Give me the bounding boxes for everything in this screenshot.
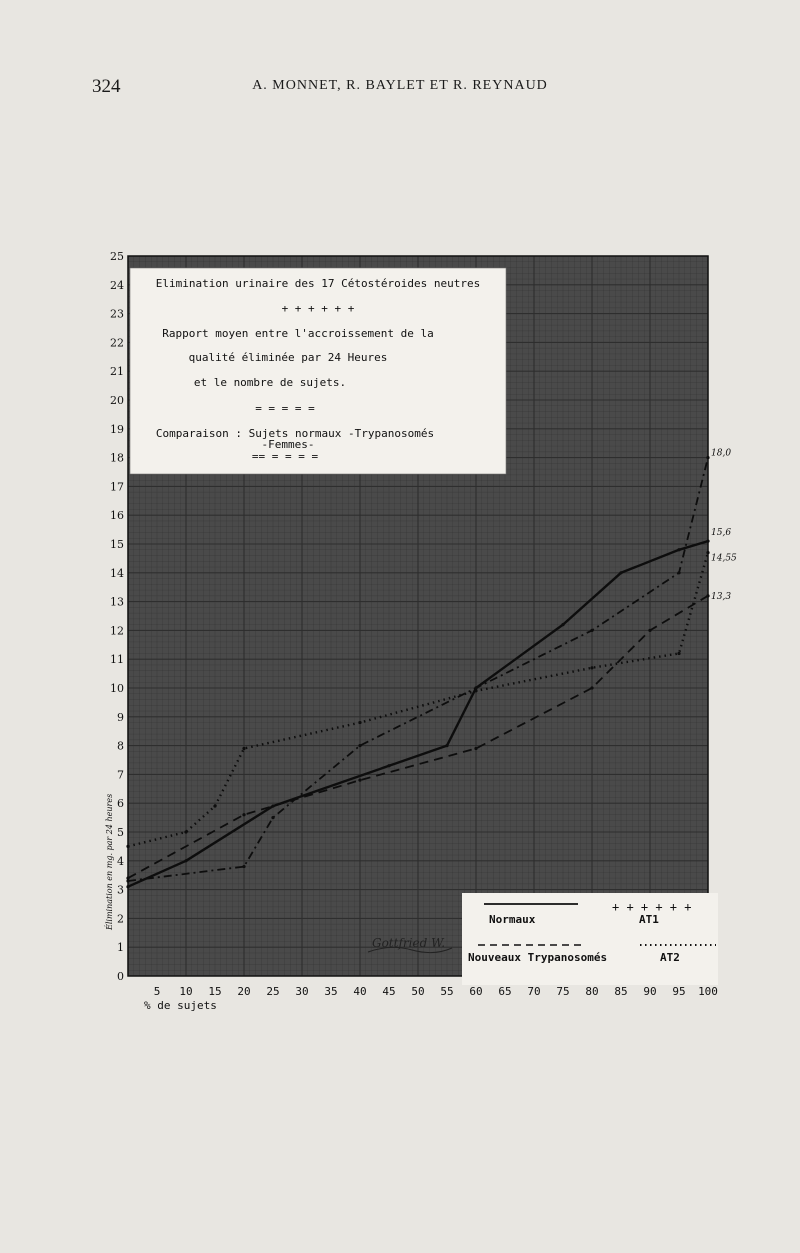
legend-label: AT1 (639, 913, 659, 926)
x-tick-label: 10 (179, 985, 193, 998)
data-point (706, 551, 709, 554)
legend-label: AT2 (660, 951, 680, 964)
x-tick-label: 95 (672, 985, 686, 998)
y-tick-label: 10 (110, 682, 124, 695)
x-tick-label: 100 (698, 985, 718, 998)
y-tick-label: 19 (110, 422, 124, 436)
data-point (387, 764, 390, 767)
y-tick-label: 24 (110, 278, 124, 292)
y-tick-label: 6 (117, 797, 124, 811)
x-tick-label: 15 (208, 985, 222, 998)
y-tick-label: 23 (110, 307, 124, 321)
data-point (619, 571, 622, 574)
data-point (242, 865, 245, 868)
x-tick-label: 70 (527, 985, 541, 998)
y-tick-label: 20 (110, 394, 124, 407)
y-tick-label: 0 (117, 970, 124, 983)
y-tick-label: 21 (110, 365, 124, 379)
chart-signature: Gottfried W. (372, 936, 446, 950)
legend-label: Normaux (489, 913, 536, 926)
y-tick-label: 1 (117, 941, 124, 955)
legend-swatch-crosses: + + + + + + (612, 900, 692, 914)
x-tick-label: 55 (440, 985, 454, 998)
series-end-label: 13,3 (711, 591, 732, 602)
x-tick-label: 45 (382, 985, 396, 998)
data-point (184, 859, 187, 862)
chart-title-line: et le nombre de sujets. (193, 376, 347, 389)
chart-title-line: Rapport moyen entre l'accroissement de la (162, 327, 434, 340)
chart-title-line: + + + + + + (281, 302, 355, 315)
y-tick-label: 5 (117, 826, 124, 839)
data-point (561, 623, 564, 626)
data-point (474, 686, 477, 689)
y-tick-label: 22 (110, 336, 124, 350)
x-tick-label: 85 (614, 985, 628, 998)
y-tick-label: 11 (110, 653, 124, 667)
data-point (590, 686, 593, 689)
series-end-label: 14,55 (711, 553, 737, 564)
legend (462, 893, 718, 985)
y-tick-label: 4 (117, 854, 124, 868)
y-tick-label: 25 (110, 250, 124, 263)
page-number: 324 (92, 76, 121, 97)
legend-label: Nouveaux Trypanosomés (468, 951, 608, 964)
x-tick-label: 50 (411, 985, 425, 998)
data-point (184, 830, 187, 833)
y-tick-label: 3 (117, 883, 124, 897)
x-tick-label: 80 (585, 985, 599, 998)
data-point (271, 816, 274, 819)
x-axis-label: % de sujets (144, 999, 217, 1012)
data-point (474, 689, 477, 692)
running-head: A. MONNET, R. BAYLET ET R. REYNAUD (252, 78, 548, 93)
data-point (445, 744, 448, 747)
data-point (706, 456, 709, 459)
x-tick-label: 35 (324, 985, 338, 998)
data-point (706, 540, 709, 543)
chart-title-line: = = = = = (255, 402, 315, 415)
x-tick-label: 40 (353, 985, 367, 998)
title-box-bg (130, 268, 506, 474)
y-tick-label: 2 (117, 912, 124, 926)
data-point (242, 747, 245, 750)
y-tick-label: 7 (117, 768, 124, 782)
y-tick-label: 16 (110, 509, 124, 523)
x-tick-label: 65 (498, 985, 512, 998)
data-point (677, 652, 680, 655)
data-point (677, 571, 680, 574)
data-point (358, 721, 361, 724)
data-point (706, 594, 709, 597)
y-tick-label: 17 (110, 480, 124, 494)
y-tick-label: 15 (110, 538, 124, 551)
x-tick-label: 75 (556, 985, 570, 998)
data-point (126, 876, 129, 879)
y-tick-label: 12 (110, 624, 124, 638)
data-point (358, 779, 361, 782)
data-point (590, 666, 593, 669)
series-end-label: 18,0 (711, 448, 732, 459)
data-point (677, 548, 680, 551)
data-point (474, 747, 477, 750)
x-tick-label: 25 (266, 985, 280, 998)
data-point (271, 804, 274, 807)
y-tick-label: 9 (117, 710, 124, 724)
chart-title-line: -Femmes- (261, 438, 315, 451)
data-point (648, 629, 651, 632)
data-point (126, 885, 129, 888)
chart-title-line: Comparaison : Sujets normaux -Trypanosomés (155, 427, 435, 440)
x-tick-label: 90 (643, 985, 657, 998)
data-point (126, 879, 129, 882)
chart-title-line: qualité éliminée par 24 Heures (188, 351, 388, 364)
x-tick-label: 30 (295, 985, 309, 998)
x-tick-label: 5 (153, 985, 161, 998)
y-tick-label: 8 (117, 739, 124, 753)
chart-title-line: == = = = = (251, 450, 319, 463)
data-point (242, 813, 245, 816)
y-tick-label: 13 (110, 595, 124, 609)
data-point (590, 629, 593, 632)
data-point (213, 804, 216, 807)
y-axis-label: Élimination en mg. par 24 heures (105, 793, 114, 930)
data-point (126, 845, 129, 848)
y-tick-label: 14 (110, 566, 124, 580)
series-end-label: 15,6 (711, 528, 732, 539)
y-tick-label: 18 (110, 451, 124, 465)
chart-title-line: Elimination urinaire des 17 Cétostéroides neutres (155, 277, 481, 290)
data-point (358, 744, 361, 747)
x-tick-label: 20 (237, 985, 251, 998)
x-tick-label: 60 (469, 985, 483, 998)
title-box (130, 268, 506, 474)
